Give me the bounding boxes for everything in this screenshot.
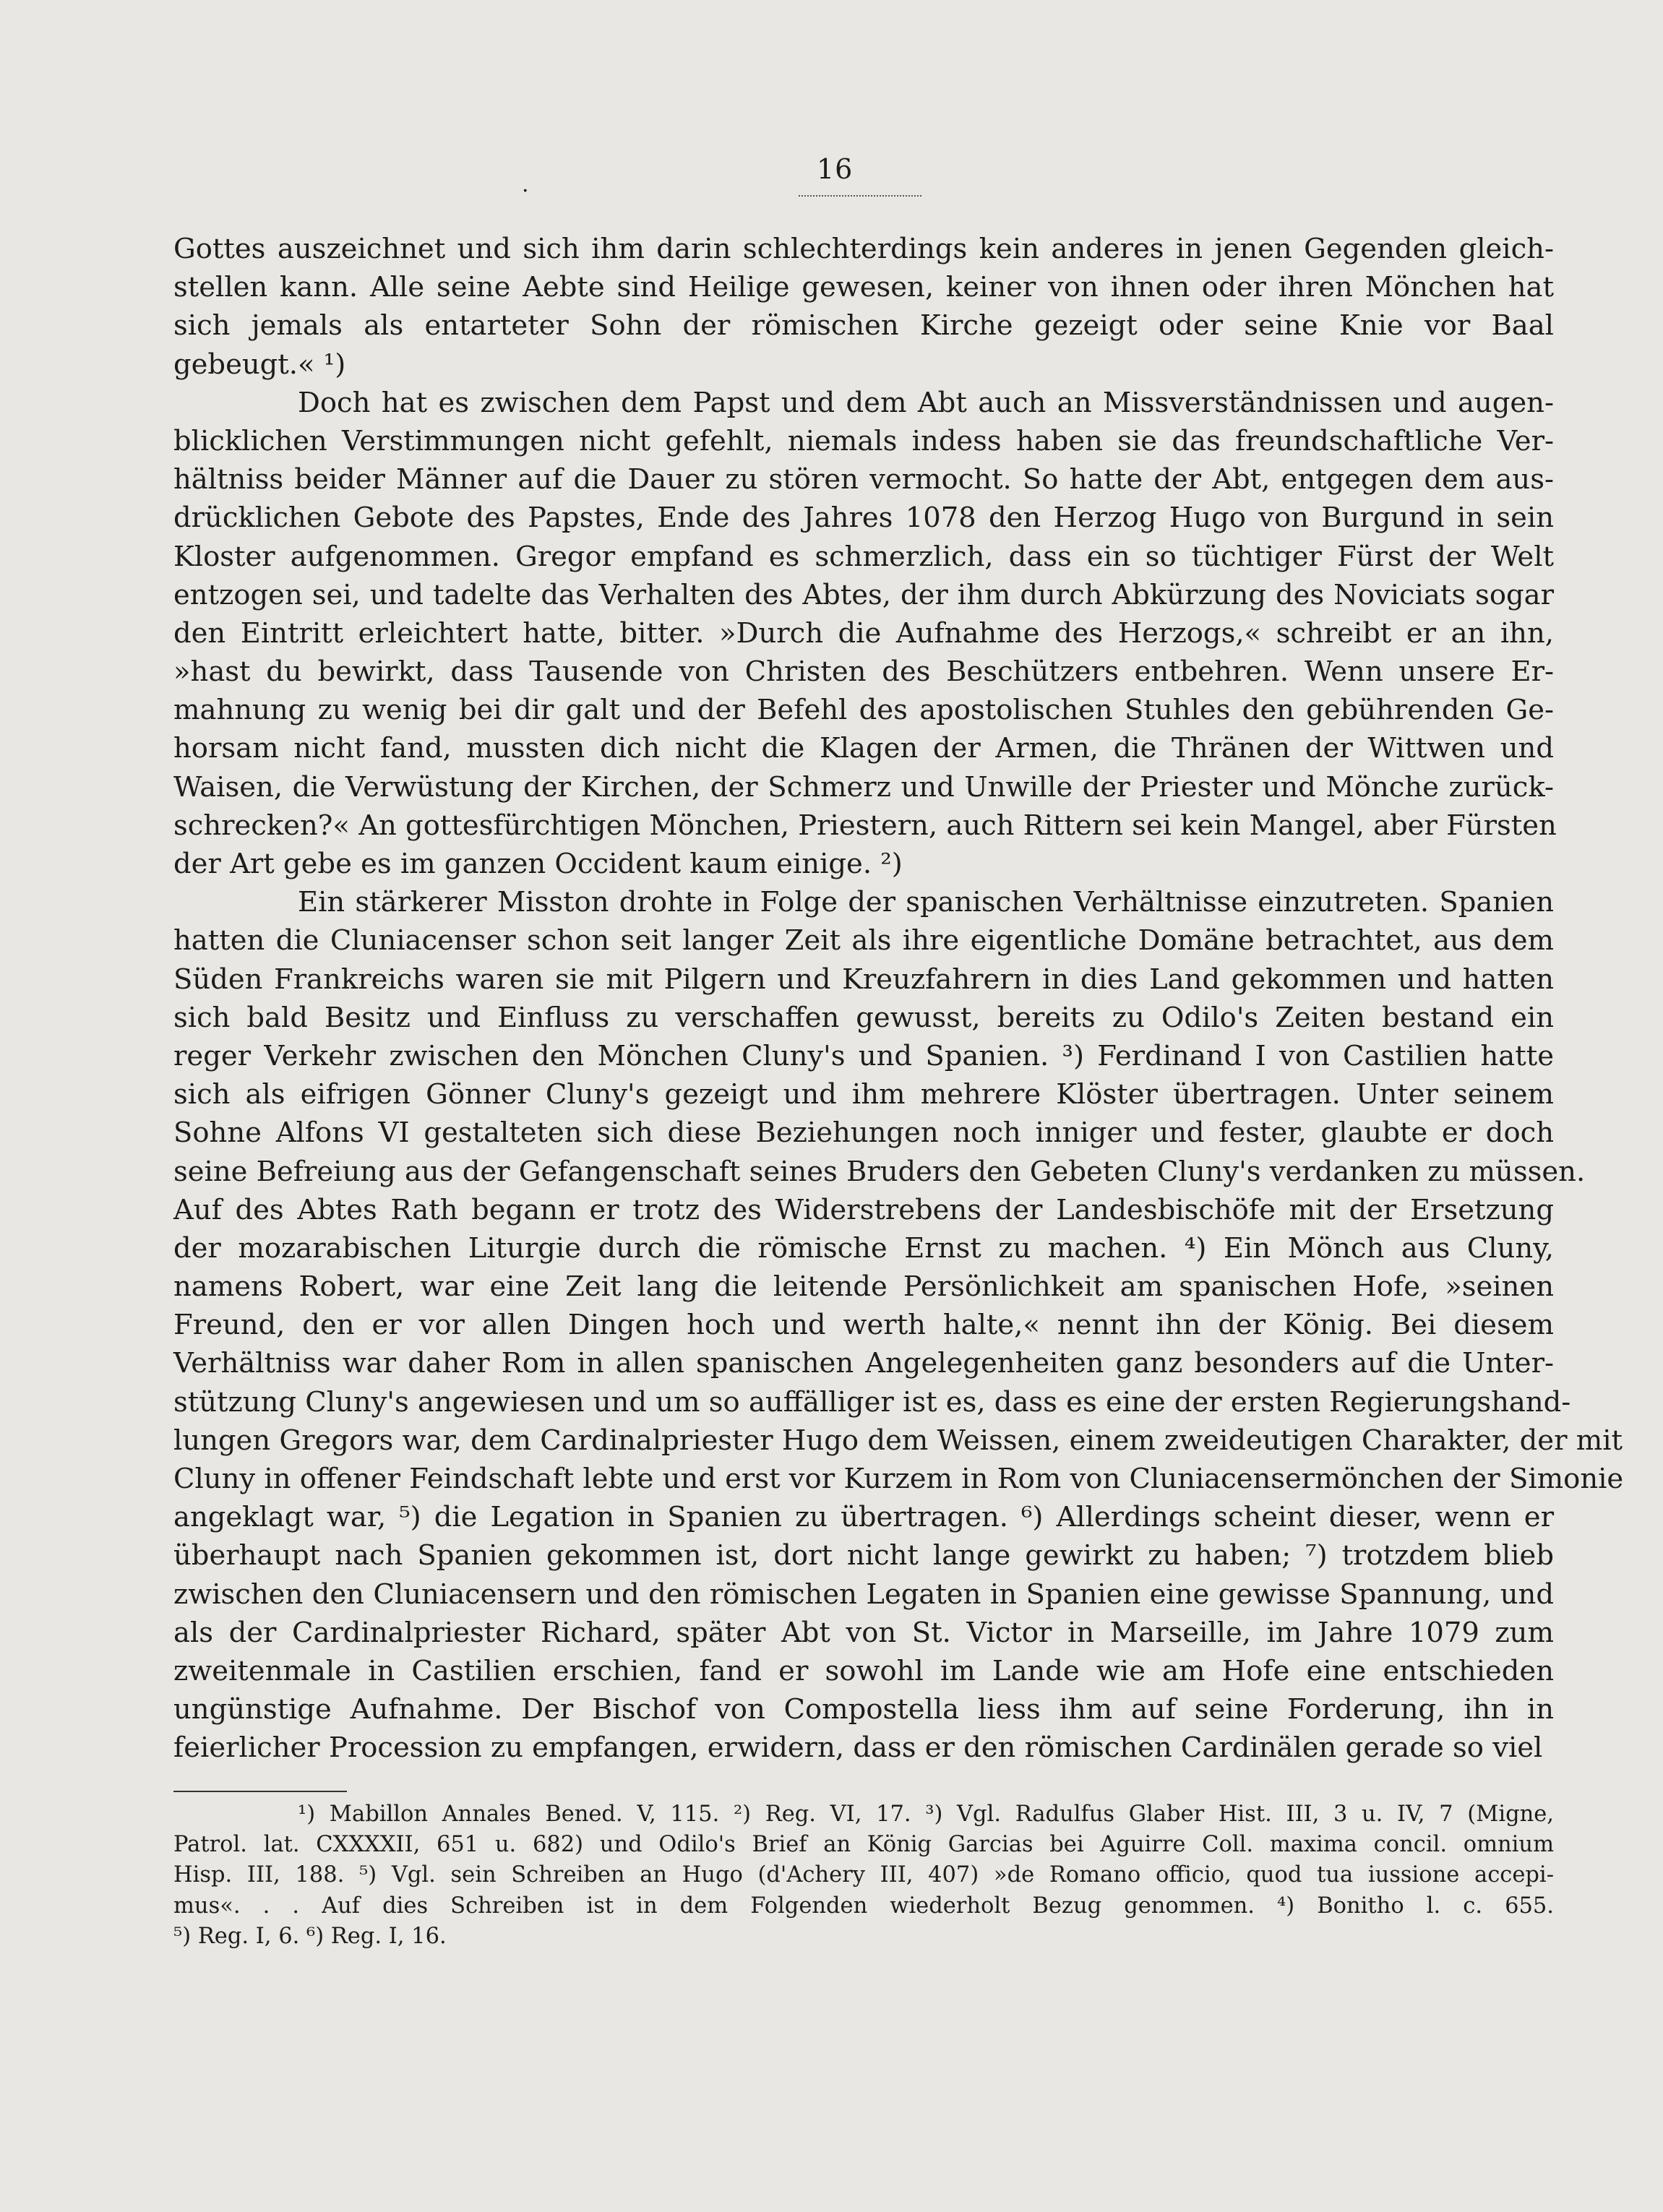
text-line: Doch hat es zwischen dem Papst und dem Abt auch an Missverständnissen und augen- bbox=[298, 386, 1554, 419]
text-line: feierlicher Procession zu empfangen, erwidern, dass er den römischen Cardinälen gerade so viel bbox=[173, 1731, 1543, 1765]
body-text bbox=[173, 230, 1624, 1768]
text-line: stützung Cluny's angewiesen und um so auffälliger ist es, dass es eine der ersten Regierungshand- bbox=[173, 1385, 1571, 1419]
text-line: Freund, den er vor allen Dingen hoch und werth halte,« nennt ihn der König. Bei diesem bbox=[173, 1309, 1554, 1342]
text-line: ungünstige Aufnahme. Der Bischof von Compostella liess ihm auf seine Forderung, ihn in bbox=[173, 1693, 1554, 1726]
text-line: seine Befreiung aus der Gefangenschaft seines Bruders den Gebeten Cluny's verdanken zu müssen. bbox=[173, 1155, 1586, 1188]
footnote-line: ¹) Mabillon Annales Bened. V, 115. ²) Reg. VI, 17. ³) Vgl. Radulfus Glaber Hist. III, 3 u. IV, 7 (Migne, bbox=[298, 1802, 1554, 1827]
text-line: Kloster aufgenommen. Gregor empfand es schmerzlich, dass ein so tüchtiger Fürst der Welt bbox=[173, 540, 1554, 573]
footnote-line: ⁵) Reg. I, 6. ⁶) Reg. I, 16. bbox=[173, 1923, 447, 1949]
page-number-rule bbox=[799, 195, 921, 197]
footnote-line: mus«. . . Auf dies Schreiben ist in dem Folgenden wiederholt Bezug genommen. ⁴) Bonitho l. c. 655. bbox=[173, 1893, 1554, 1919]
text-line: Cluny in offener Feindschaft lebte und erst vor Kurzem in Rom von Cluniacensermönchen der Simonie bbox=[173, 1463, 1624, 1495]
text-line: drücklichen Gebote des Papstes, Ende des Jahres 1078 den Herzog Hugo von Burgund in sein bbox=[173, 502, 1554, 535]
footnote-line: Hisp. III, 188. ⁵) Vgl. sein Schreiben an Hugo (d'Achery III, 407) »de Romano officio, quod tua iussione accepi- bbox=[173, 1862, 1554, 1888]
text-line: hatten die Cluniacenser schon seit langer Zeit als ihre eigentliche Domäne betrachtet, aus dem bbox=[173, 924, 1554, 957]
text-line: »hast du bewirkt, dass Tausende von Christen des Beschützers entbehren. Wenn unsere Er- bbox=[173, 655, 1554, 689]
text-line: Ein stärkerer Misston drohte in Folge der spanischen Verhältnisse einzutreten. Spanien bbox=[298, 886, 1554, 919]
text-line: schrecken?« An gottesfürchtigen Mönchen, Priestern, auch Rittern sei kein Mangel, aber Fürsten bbox=[173, 809, 1557, 842]
text-line: hältniss beider Männer auf die Dauer zu stören vermocht. So hatte der Abt, entgegen dem aus- bbox=[173, 463, 1554, 496]
text-line: zweitenmale in Castilien erschien, fand er sowohl im Lande wie am Hofe eine entschieden bbox=[173, 1654, 1554, 1687]
text-line: reger Verkehr zwischen den Mönchen Cluny's und Spanien. ³) Ferdinand I von Castilien hatte bbox=[173, 1039, 1554, 1072]
text-line: angeklagt war, ⁵) die Legation in Spanien zu übertragen. ⁶) Allerdings scheint dieser, wenn er bbox=[173, 1501, 1554, 1534]
text-line: Auf des Abtes Rath begann er trotz des Widerstrebens der Landesbischöfe mit der Ersetzung bbox=[173, 1193, 1554, 1226]
text-line: lungen Gregors war, dem Cardinalpriester Hugo dem Weissen, einem zweideutigen Charakter, der mit bbox=[173, 1424, 1623, 1457]
text-line: den Eintritt erleichtert hatte, bitter. »Durch die Aufnahme des Herzogs,« schreibt er an ihn, bbox=[173, 616, 1554, 650]
footnote-divider bbox=[173, 1791, 347, 1792]
text-line: überhaupt nach Spanien gekommen ist, dort nicht lange gewirkt zu haben; ⁷) trotzdem blieb bbox=[173, 1539, 1554, 1572]
footnotes bbox=[173, 1799, 1554, 1952]
text-line: Süden Frankreichs waren sie mit Pilgern und Kreuzfahrern in dies Land gekommen und hatten bbox=[173, 963, 1554, 996]
text-line: Gottes auszeichnet und sich ihm darin schlechterdings kein anderes in jenen Gegenden gleich- bbox=[173, 233, 1554, 265]
text-line: gebeugt.« ¹) bbox=[173, 348, 346, 381]
text-line: der mozarabischen Liturgie durch die römische Ernst zu machen. ⁴) Ein Mönch aus Cluny, bbox=[173, 1231, 1554, 1265]
text-line: namens Robert, war eine Zeit lang die leitende Persönlichkeit am spanischen Hofe, »seinen bbox=[173, 1270, 1554, 1304]
text-line: zwischen den Cluniacensern und den römischen Legaten in Spanien eine gewisse Spannung, und bbox=[173, 1578, 1554, 1611]
text-line: sich jemals als entarteter Sohn der römischen Kirche gezeigt oder seine Knie vor Baal bbox=[173, 309, 1554, 343]
text-line: Waisen, die Verwüstung der Kirchen, der Schmerz und Unwille der Priester und Mönche zurück- bbox=[173, 770, 1554, 804]
text-line: entzogen sei, und tadelte das Verhalten des Abtes, der ihm durch Abkürzung des Noviciats sogar bbox=[173, 578, 1554, 611]
page-number: 16 bbox=[817, 153, 854, 185]
text-line: sich bald Besitz und Einfluss zu verschaffen gewusst, bereits zu Odilo's Zeiten bestand ein bbox=[173, 1001, 1554, 1034]
text-line: sich als eifrigen Gönner Cluny's gezeigt und ihm mehrere Klöster übertragen. Unter seinem bbox=[173, 1078, 1554, 1111]
footnote-line: Patrol. lat. CXXXXII, 651 u. 682) und Odilo's Brief an König Garcias bei Aguirre Coll. maxima concil. omnium bbox=[173, 1832, 1554, 1858]
margin-mark: . bbox=[522, 172, 529, 197]
text-line: stellen kann. Alle seine Aebte sind Heilige gewesen, keiner von ihnen oder ihren Mönchen hat bbox=[173, 271, 1554, 304]
text-line: als der Cardinalpriester Richard, später Abt von St. Victor in Marseille, im Jahre 1079 zum bbox=[173, 1616, 1554, 1649]
text-line: horsam nicht fand, mussten dich nicht die Klagen der Armen, die Thränen der Wittwen und bbox=[173, 732, 1554, 765]
text-line: Sohne Alfons VI gestalteten sich diese Beziehungen noch inniger und fester, glaubte er doch bbox=[173, 1116, 1554, 1150]
text-line: der Art gebe es im ganzen Occident kaum einige. ²) bbox=[173, 848, 903, 880]
text-line: blicklichen Verstimmungen nicht gefehlt, niemals indess haben sie das freundschaftliche Ver- bbox=[173, 424, 1554, 457]
text-line: Verhältniss war daher Rom in allen spanischen Angelegenheiten ganz besonders auf die Unter- bbox=[173, 1347, 1554, 1380]
text-line: mahnung zu wenig bei dir galt und der Befehl des apostolischen Stuhles den gebührenden Ge- bbox=[173, 694, 1554, 727]
